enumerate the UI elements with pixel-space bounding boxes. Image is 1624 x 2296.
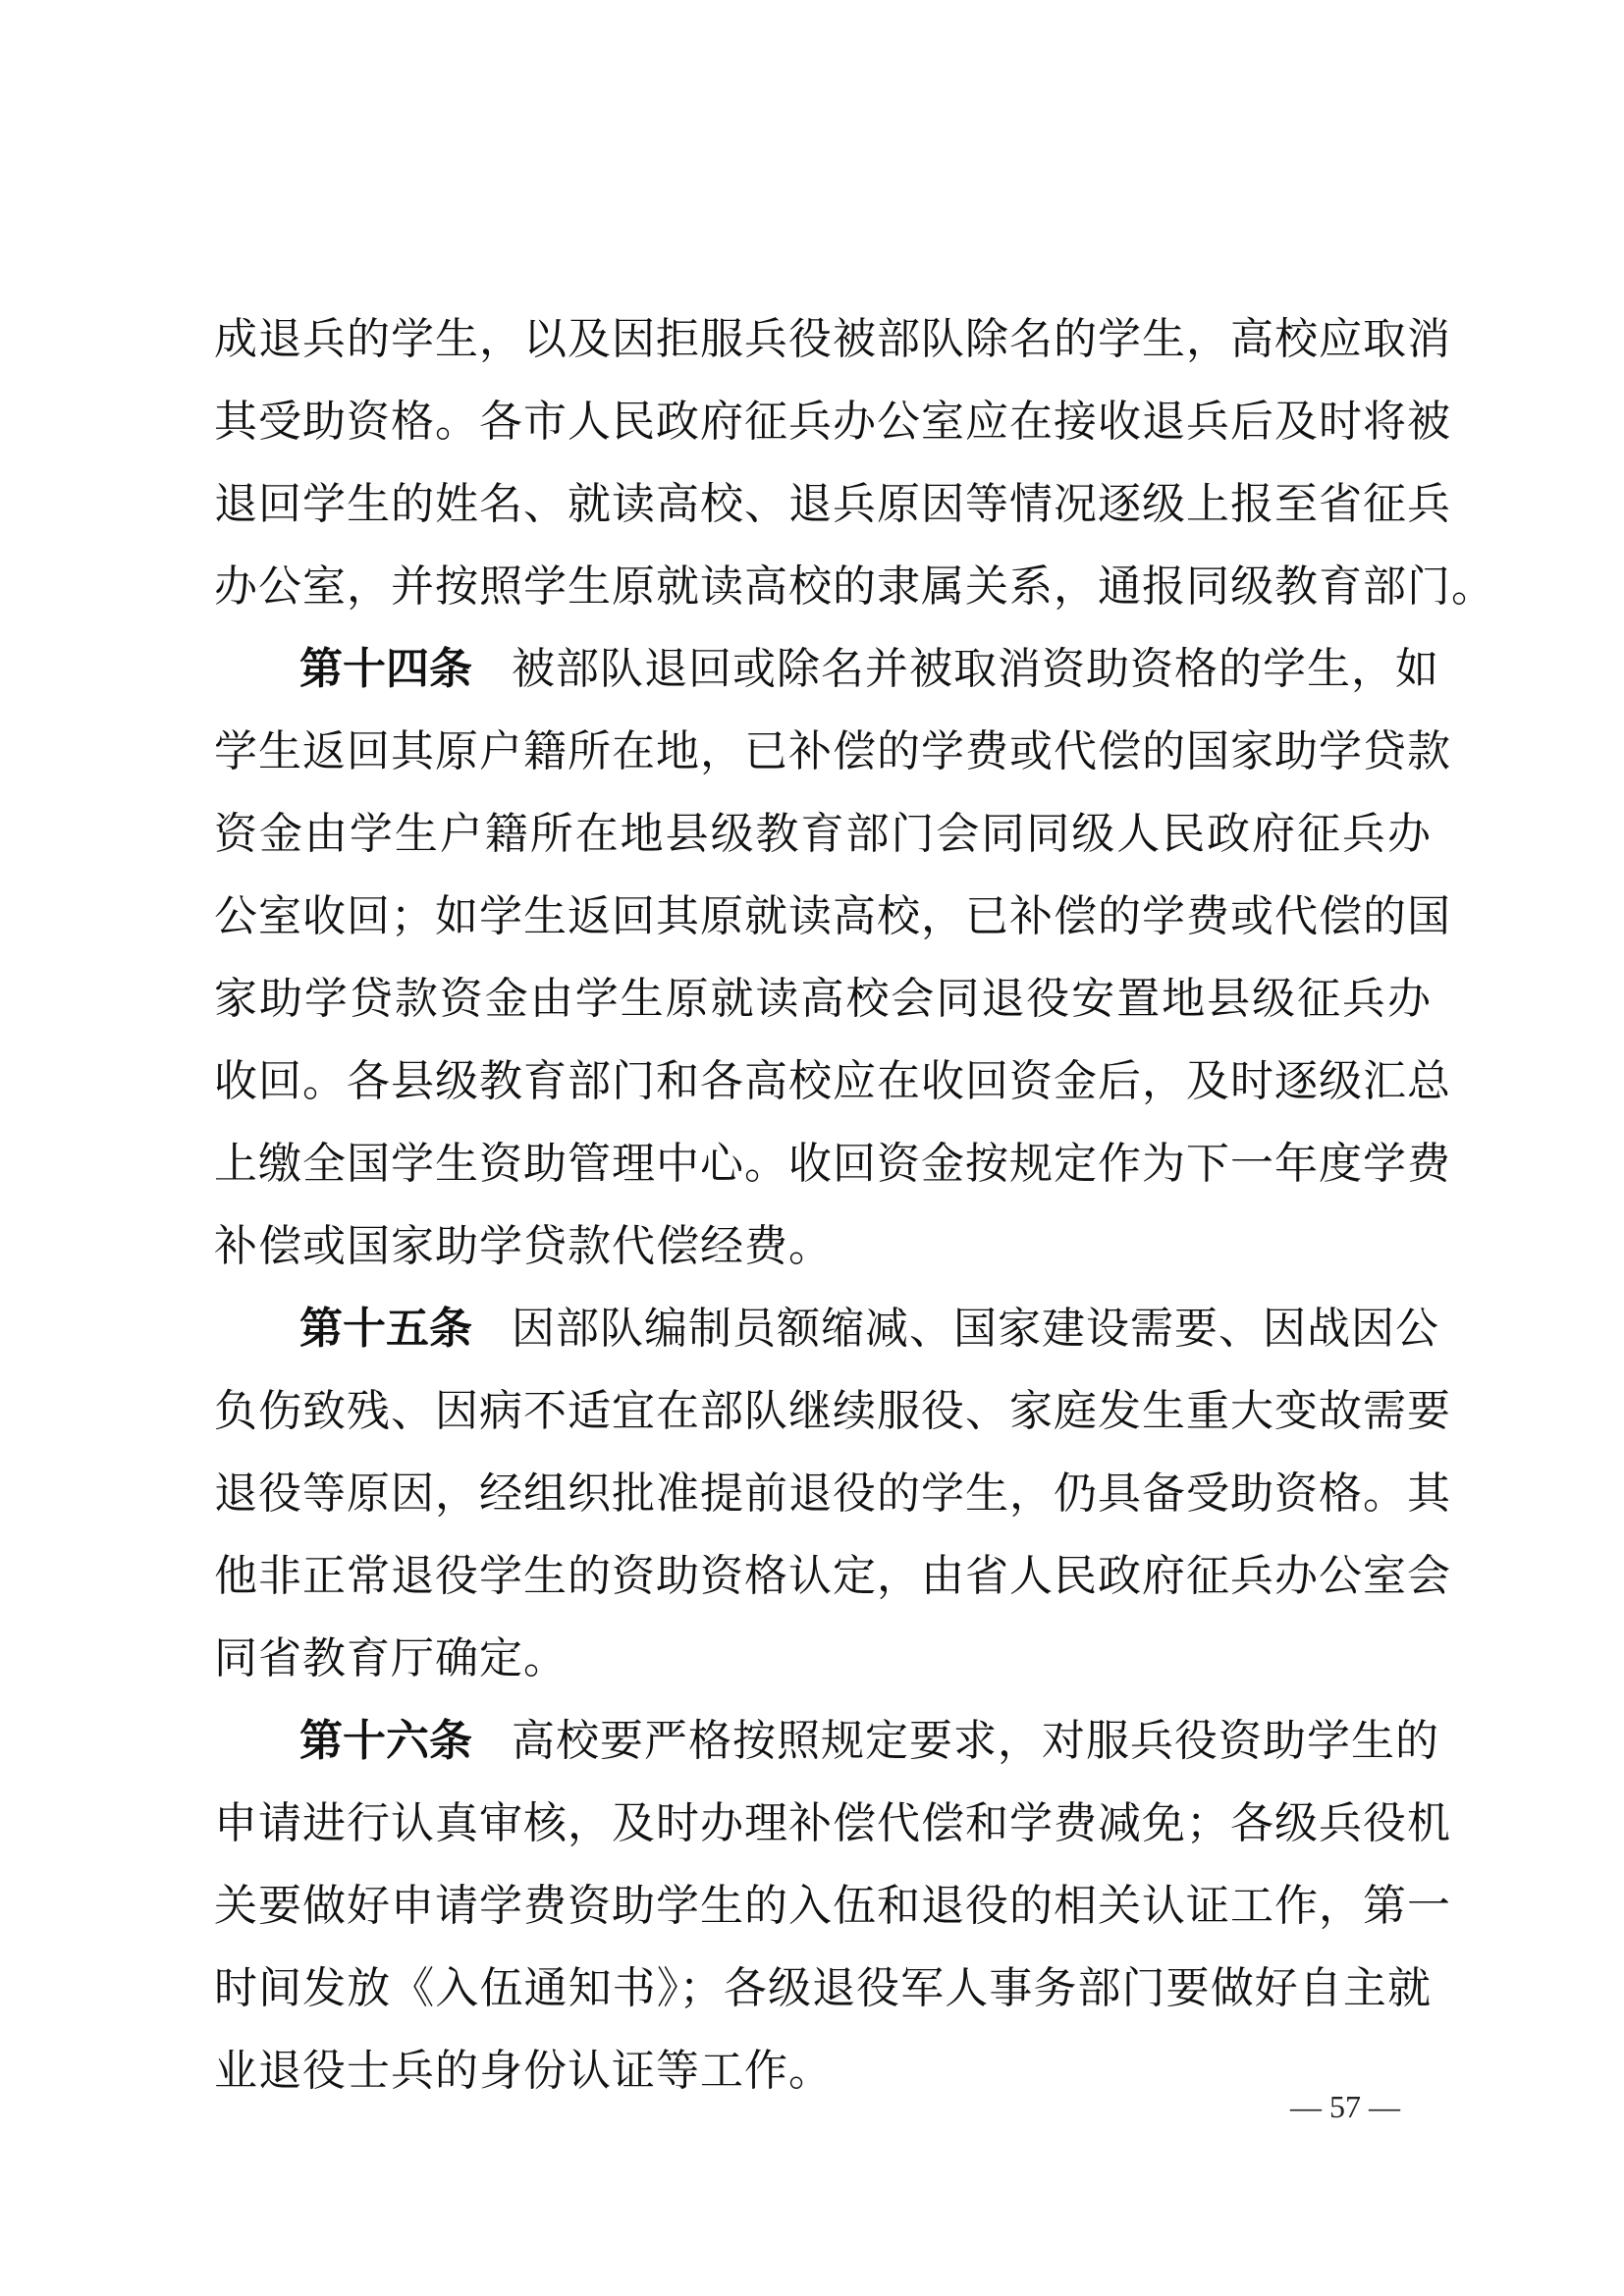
text-line: 公室收回；如学生返回其原就读高校，已补偿的学费或代偿的国 (214, 891, 1451, 941)
text-line: 收回。各县级教育部门和各高校应在收回资金后，及时逐级汇总 (214, 1056, 1451, 1106)
article-16-heading: 第十六条 (299, 1716, 472, 1766)
article-15-heading: 第十五条 (299, 1304, 472, 1354)
text-fragment: 因部队编制员额缩减、国家建设需要、因战因公 (512, 1304, 1439, 1354)
text-line: 退回学生的姓名、就读高校、退兵原因等情况逐级上报至省征兵 (214, 479, 1451, 529)
text-fragment: 被部队退回或除名并被取消资助资格的学生，如 (512, 644, 1439, 694)
text-line: 家助学贷款资金由学生原就读高校会同退役安置地县级征兵办 (214, 974, 1432, 1024)
text-line: 其受助资格。各市人民政府征兵办公室应在接收退兵后及时将被 (214, 397, 1451, 447)
text-line: 学生返回其原户籍所在地，已补偿的学费或代偿的国家助学贷款 (214, 726, 1451, 776)
text-line: 上缴全国学生资助管理中心。收回资金按规定作为下一年度学费 (214, 1139, 1451, 1189)
text-line: 他非正常退役学生的资助资格认定，由省人民政府征兵办公室会 (214, 1551, 1451, 1601)
article-15-first-line (214, 1288, 1439, 1370)
document-body (214, 298, 1495, 2112)
text-line: 关要做好申请学费资助学生的入伍和退役的相关认证工作，第一 (214, 1881, 1451, 1931)
text-line: 补偿或国家助学贷款代偿经费。 (214, 1221, 833, 1271)
text-line: 成退兵的学生，以及因拒服兵役被部队除名的学生，高校应取消 (214, 314, 1451, 364)
text-line: 办公室，并按照学生原就读高校的隶属关系，通报同级教育部门。 (214, 561, 1495, 612)
text-line: 同省教育厅确定。 (214, 1633, 568, 1683)
text-line: 资金由学生户籍所在地县级教育部门会同同级人民政府征兵办 (214, 809, 1432, 859)
text-line: 时间发放《入伍通知书》；各级退役军人事务部门要做好自主就 (214, 1963, 1432, 2013)
article-14-heading: 第十四条 (299, 644, 472, 694)
article-14-first-line (214, 628, 1439, 711)
article-16-first-line (214, 1700, 1439, 1783)
text-line: 负伤致残、因病不适宜在部队继续服役、家庭发生重大变故需要 (214, 1386, 1451, 1436)
text-line: 申请进行认真审核，及时办理补偿代偿和学费减免；各级兵役机 (214, 1798, 1451, 1848)
text-fragment: 高校要严格按照规定要求，对服兵役资助学生的 (512, 1716, 1439, 1766)
text-line: 业退役士兵的身份认证等工作。 (214, 2046, 833, 2096)
page-number: — 57 — (1290, 2089, 1400, 2124)
text-line: 退役等原因，经组织批准提前退役的学生，仍具备受助资格。其 (214, 1468, 1451, 1519)
